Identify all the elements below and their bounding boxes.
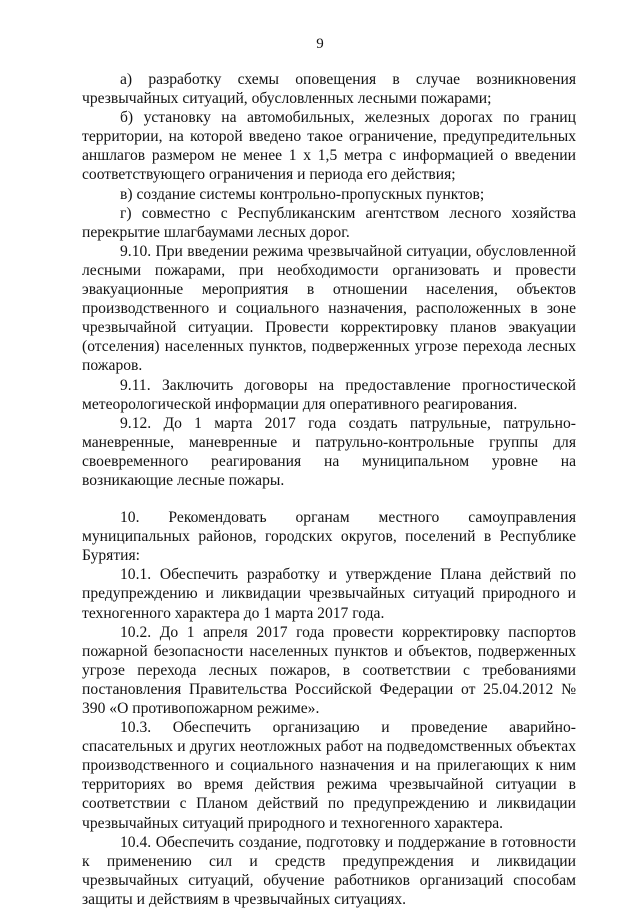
paragraph-9-10: 9.10. При введении режима чрезвычайной ситуации, обусловленной лесными пожарами, при необходимости организовать и провести эвакуационные мероприятия в отношении населения, объектов производственного и социального назначения, расположенных в зоне чрезвычайной ситуации. Провести корректировку планов эвакуации (отселения) населенных пунктов, подверженных угрозе перехода лесных пожаров. bbox=[82, 242, 576, 375]
document-body bbox=[82, 70, 576, 909]
paragraph-10: 10. Рекомендовать органам местного самоуправления муниципальных районов, городских округов, поселений в Республике Бурятия: bbox=[82, 509, 576, 565]
list-item-v: в) создание системы контрольно-пропускных пунктов; bbox=[120, 185, 485, 203]
paragraph-9-12: 9.12. До 1 марта 2017 года создать патрульные, патрульно-маневренные, маневренные и патрульно-контрольные группы для своевременного реагирования на муниципальном уровне на возникающие лесные пожары. bbox=[82, 414, 576, 489]
paragraph-10-1: 10.1. Обеспечить разработку и утверждение Плана действий по предупреждению и ликвидации чрезвычайных ситуаций природного и техногенного характера до 1 марта 2017 года. bbox=[82, 566, 576, 622]
list-item-g: г) совместно с Республиканским агентством лесного хозяйства перекрытие шлагбаумами лесных дорог. bbox=[82, 204, 576, 241]
paragraph-10-4: 10.4. Обеспечить создание, подготовку и поддержание в готовности к применению сил и средств предупреждения и ликвидации чрезвычайных ситуаций, обучение работников организаций способам защиты и действиям в чрезвычайных ситуациях. bbox=[82, 833, 576, 908]
paragraph-10-3: 10.3. Обеспечить организацию и проведение аварийно-спасательных и других неотложных работ на подведомственных объектах производственного и социального назначения и на прилегающих к ним территориях во время действия режима чрезвычайной ситуации в соответствии с Планом действий по предупреждению и ликвидации чрезвычайных ситуаций природного и техногенного характера. bbox=[82, 719, 576, 832]
paragraph-9-11: 9.11. Заключить договоры на предоставление прогностической метеорологической информации для оперативного реагирования. bbox=[82, 376, 576, 413]
paragraph-10-2: 10.2. До 1 апреля 2017 года провести корректировку паспортов пожарной безопасности населенных пунктов и объектов, подверженных угрозе перехода лесных пожаров, в соответствии с требованиями постановления Правительства Российской Федерации от 25.04.2012 № 390 «О противопожарном режиме». bbox=[82, 623, 576, 717]
list-item-b: б) установку на автомобильных, железных дорогах по границ территории, на которой введено такое ограничение, предупредительных аншлагов размером не менее 1 х 1,5 метра с информацией о введении соответствующего ограничения и периода его действия; bbox=[82, 109, 576, 184]
list-item-a: а) разработку схемы оповещения в случае возникновения чрезвычайных ситуаций, обусловленных лесными пожарами; bbox=[82, 71, 576, 108]
page-number: 9 bbox=[316, 36, 324, 52]
